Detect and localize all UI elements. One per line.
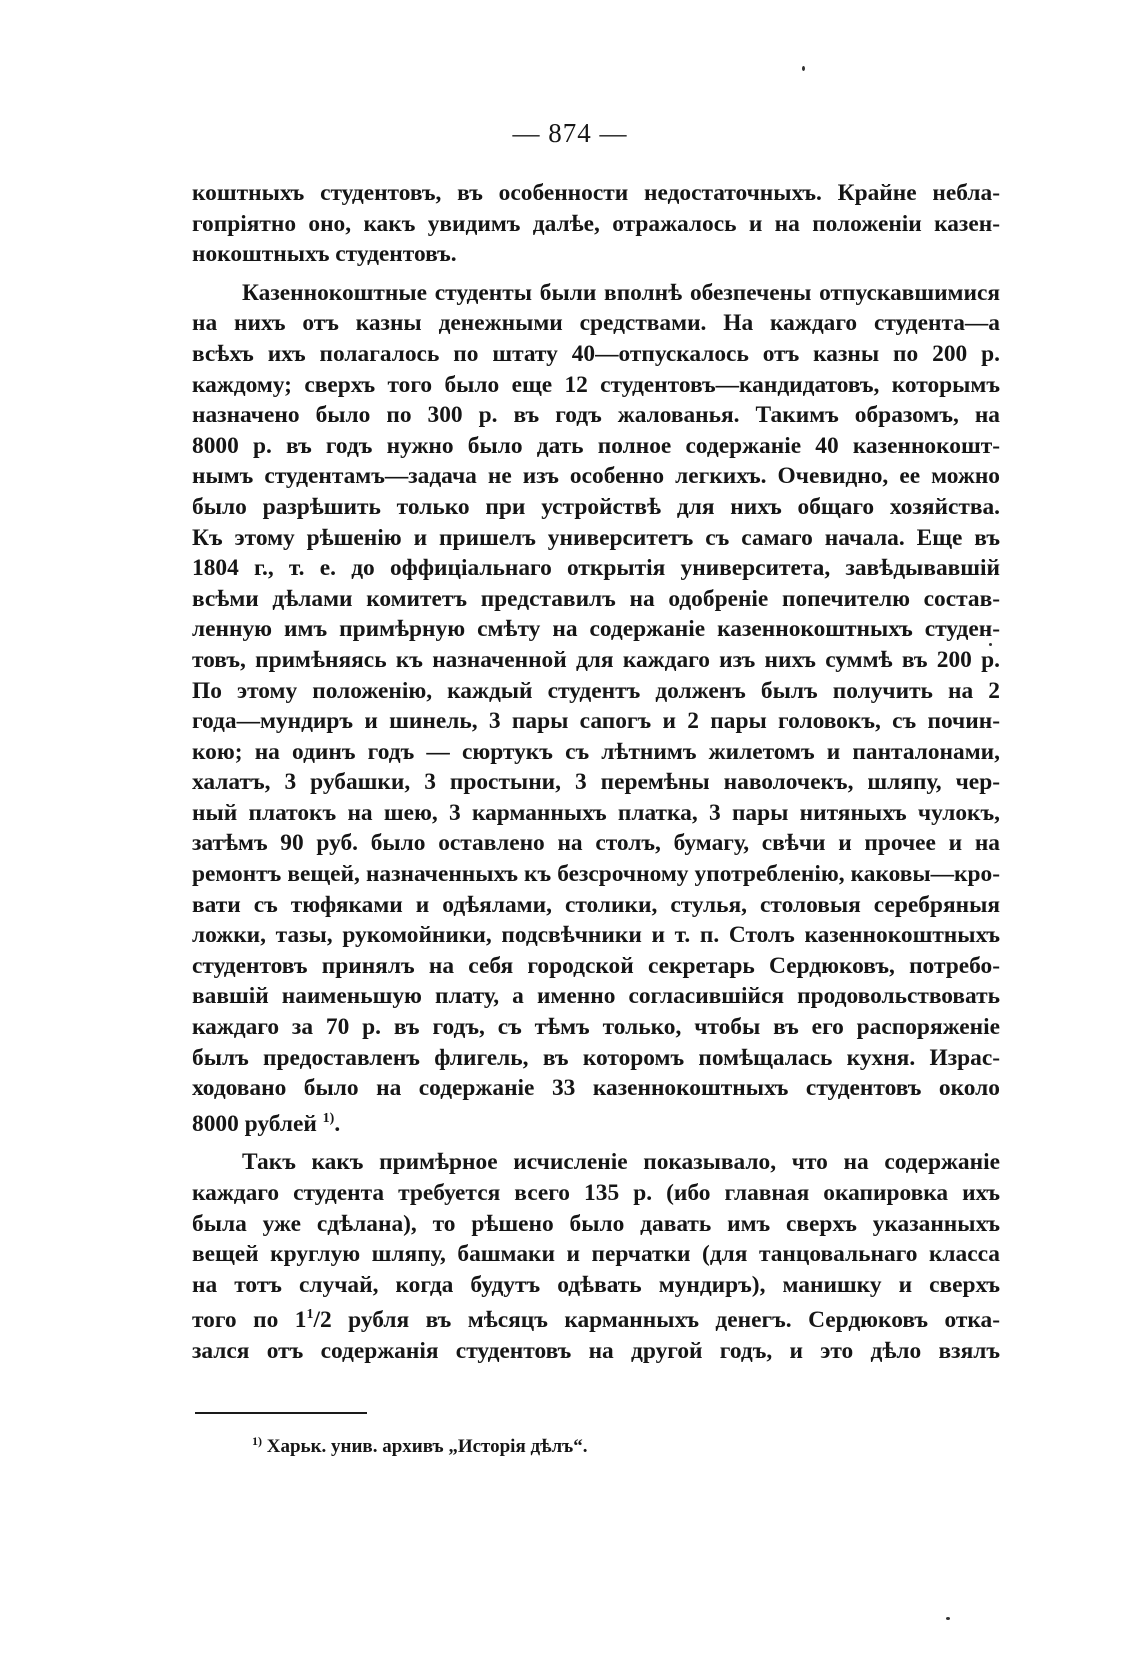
text-line: товъ, примѣняясь къ назначенной для каждаго изъ нихъ суммѣ въ 200 р. xyxy=(192,646,1000,673)
footnote-text: Харьк. унив. архивъ „Исторія дѣлъ“. xyxy=(262,1436,588,1457)
text-line: былъ предоставленъ флигель, въ которомъ помѣщалась кухня. Израс- xyxy=(192,1044,1000,1071)
text-line xyxy=(192,1104,1000,1140)
text-line: того по $1^1/2$ рубля въ мѣсяцъ карманныхъ денегъ. Сердюковъ отка- xyxy=(192,1307,1000,1334)
text-line: нокоштныхъ студентовъ. xyxy=(192,241,457,268)
footnote xyxy=(252,1434,588,1458)
scan-speck xyxy=(802,66,805,71)
text-line: Казеннокоштные студенты были вполнѣ обезпечены отпускавшимися xyxy=(242,279,1000,306)
text-line: нымъ студентамъ—задача не изъ особенно легкихъ. Очевидно, ее можно xyxy=(192,463,1000,490)
text-line: вещей круглую шляпу, башмаки и перчатки (для танцовальнаго класса xyxy=(192,1241,1000,1268)
text-line: каждому; сверхъ того было еще 12 студентовъ—кандидатовъ, которымъ xyxy=(192,371,1000,398)
paragraph-1 xyxy=(192,178,1000,270)
text-line: назначено было по 300 р. въ годъ жалованья. Такимъ образомъ, на xyxy=(192,402,1000,429)
text-line: кою; на одинъ годъ — сюртукъ съ лѣтнимъ жилетомъ и панталонами, xyxy=(192,738,1000,765)
text-line: на нихъ отъ казны денежными средствами. На каждаго студента—а xyxy=(192,310,1000,337)
text-line: на тотъ случай, когда будутъ одѣвать мундиръ), манишку и сверхъ xyxy=(192,1271,1000,1298)
text-line: ный платокъ на шею, 3 карманныхъ платка, 3 пары нитяныхъ чулокъ, xyxy=(192,799,1000,826)
text-line: года—мундиръ и шинель, 3 пары сапогъ и 2 пары головокъ, съ почин- xyxy=(192,708,1000,735)
text-line: было разрѣшить только при устройствѣ для нихъ общаго хозяйства. xyxy=(192,493,1000,520)
text-line: По этому положенію, каждый студентъ долженъ былъ получить на 2 xyxy=(192,677,1000,704)
text-line: всѣхъ ихъ полагалось по штату 40—отпускалось отъ казны по 200 р. xyxy=(192,340,1000,367)
scan-speck xyxy=(946,1617,950,1620)
text-line: студентовъ принялъ на себя городской секретарь Сердюковъ, потребо- xyxy=(192,952,1000,979)
footnote-reference: 1) xyxy=(322,1110,335,1126)
fraction-line-before: того по 1 xyxy=(192,1307,307,1334)
text-line: Къ этому рѣшенію и пришелъ университетъ съ самаго начала. Еще въ xyxy=(192,524,1000,551)
text-line: ленную имъ примѣрную смѣту на содержаніе казеннокоштныхъ студен- xyxy=(192,616,1000,643)
text-line: зался отъ содержанія студентовъ на другой годъ, и это дѣло взялъ xyxy=(192,1337,1000,1364)
text-line: ложки, тазы, рукомойники, подсвѣчники и т. п. Столъ казеннокоштныхъ xyxy=(192,922,1000,949)
text-line: гопріятно оно, какъ увидимъ далѣе, отражалось и на положеніи казен- xyxy=(192,210,1000,237)
text-line: вавшій наименьшую плату, а именно согласившійся продовольствовать xyxy=(192,983,1000,1010)
text-line: всѣми дѣлами комитетъ представилъ на одобреніе попечителю состав- xyxy=(192,585,1000,612)
paragraph-2 xyxy=(192,278,1000,1140)
closing-punctuation: . xyxy=(334,1110,341,1137)
text-line: ремонтъ вещей, назначенныхъ къ безсрочному употребленію, каковы—кро- xyxy=(192,861,1000,888)
page-number: — 874 — xyxy=(512,118,628,148)
text-line: была уже сдѣлана), то рѣшено было давать имъ сверхъ указанныхъ xyxy=(192,1210,1000,1237)
text-line: вати съ тюфяками и одѣялами, столики, стулья, столовыя серебряныя xyxy=(192,891,1000,918)
text-line: затѣмъ 90 руб. было оставлено на столъ, бумагу, свѣчи и прочее и на xyxy=(192,830,1000,857)
text-line: 1804 г., т. е. до оффиціальнаго открытія университета, завѣдывавшій xyxy=(192,555,1000,582)
footnote-marker: 1) xyxy=(252,1434,262,1448)
paragraph-3 xyxy=(192,1147,1000,1366)
text-line: ходовано было на содержаніе 33 казеннокоштныхъ студентовъ около xyxy=(192,1075,1000,1102)
text-line: Такъ какъ примѣрное исчисленіе показывало, что на содержаніе xyxy=(242,1149,1000,1176)
text-line: халатъ, 3 рубашки, 3 простыни, 3 перемѣны наволочекъ, шляпу, чер- xyxy=(192,769,1000,796)
text-line: каждаго за 70 р. въ годъ, съ тѣмъ только, чтобы въ его распоряженіе xyxy=(192,1014,1000,1041)
footnote-divider xyxy=(195,1412,367,1414)
text-line: 8000 р. въ годъ нужно было дать полное содержаніе 40 казеннокошт- xyxy=(192,432,1000,459)
body-text xyxy=(192,178,1000,1375)
text-line-content: 8000 рублей xyxy=(192,1110,317,1137)
scan-speck xyxy=(989,643,992,646)
text-line: каждаго студента требуется всего 135 р. (ибо главная окапировка ихъ xyxy=(192,1180,1000,1206)
fraction-denominator: 2 xyxy=(319,1307,332,1334)
fraction-line-after: рубля въ мѣсяцъ карманныхъ денегъ. Сердюковъ отка- xyxy=(331,1307,1000,1334)
text-line: коштныхъ студентовъ, въ особенности недостаточныхъ. Крайне небла- xyxy=(192,180,1000,206)
fraction-numerator: 1 xyxy=(306,1307,314,1323)
